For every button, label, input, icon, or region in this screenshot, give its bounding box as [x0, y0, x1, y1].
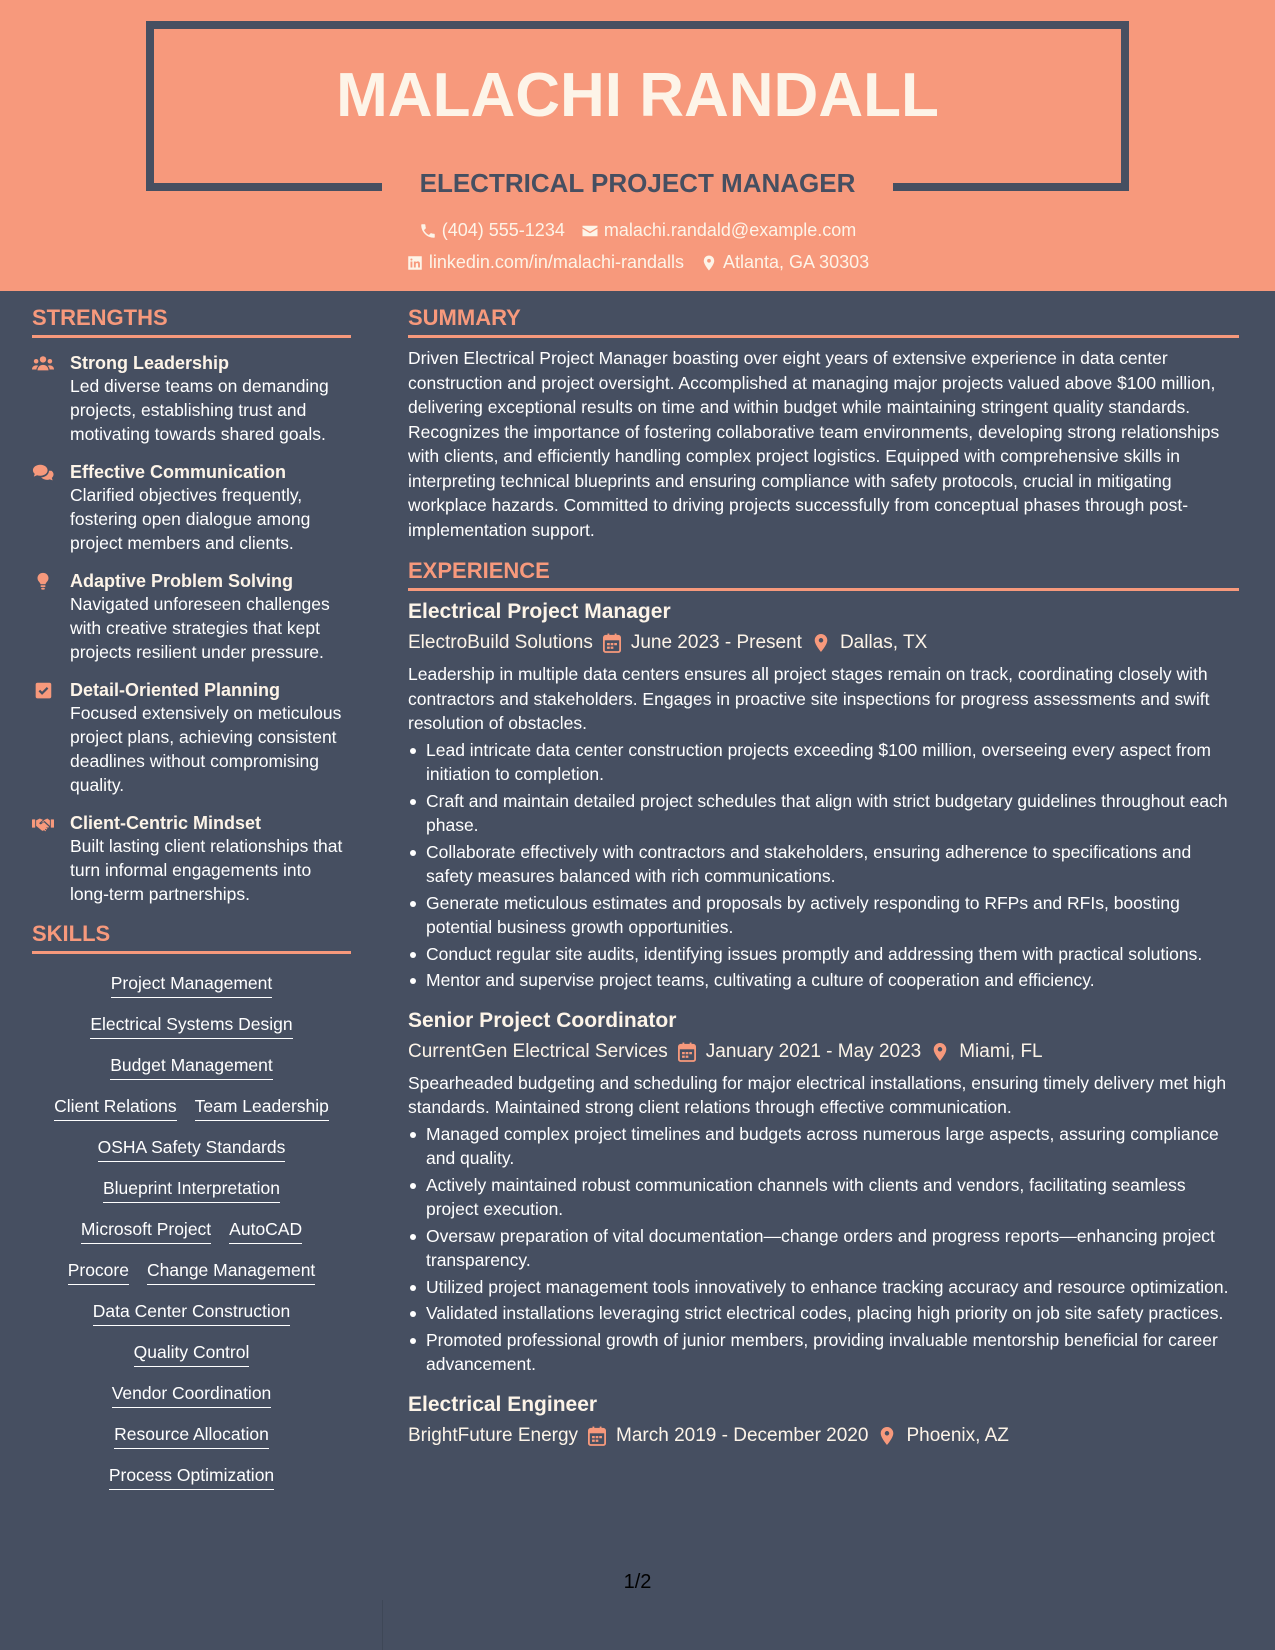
left-column — [32, 305, 351, 1490]
calendar-icon — [588, 1426, 606, 1446]
skill-tag: Quality Control — [134, 1341, 250, 1367]
strength-desc: Clarified objectives frequently, fostering open dialogue among project members and clients. — [70, 485, 311, 553]
job-bullets — [408, 1122, 1239, 1377]
skill-tag: Procore — [68, 1259, 129, 1285]
strength-title: Strong Leadership — [70, 353, 230, 373]
skill-tag: Electrical Systems Design — [90, 1013, 292, 1039]
job-description: Spearheaded budgeting and scheduling for major electrical installations, ensuring timely delivery met high standards. Maintained strong client relations through effective communication. — [408, 1072, 1227, 1117]
summary-text: Driven Electrical Project Manager boasting over eight years of extensive experience in data center construction and project oversight. Accomplished at managing major projects valued above $100 million, delivering exceptional results on time and within budget while maintaining stringent quality standards. Recognizes the importance of fostering collaborative team environments, developing strong relationships with clients, and efficiently handling complex project logistics. Equipped with comprehensive skills in interpreting technical blueprints and ensuring compliance with safety protocols, crucial in mitigating workplace hazards. Committed to driving projects successfully from conceptual phases through post-implementation support. — [408, 348, 1220, 540]
strength-desc: Built lasting client relationships that turn informal engagements into long-term partnerships. — [70, 836, 343, 904]
contact-phone — [419, 220, 565, 241]
skills-section — [32, 921, 351, 1490]
skill-tag: Project Management — [111, 972, 272, 998]
bullet-item: Managed complex project timelines and budgets across numerous large aspects, assuring compliance and quality. — [408, 1122, 1239, 1171]
skills-heading: SKILLS — [32, 921, 351, 954]
strength-item — [32, 570, 351, 664]
job-company: CurrentGen Electrical Services — [408, 1040, 668, 1062]
strength-item — [32, 352, 351, 446]
job-role: Electrical Project Manager — [408, 600, 671, 623]
skill-tag: Change Management — [147, 1259, 315, 1285]
summary-heading: SUMMARY — [408, 305, 1239, 338]
skill-tag: Resource Allocation — [114, 1423, 269, 1449]
job-meta — [408, 1039, 1239, 1065]
job-role: Electrical Engineer — [408, 1392, 598, 1416]
candidate-title: ELECTRICAL PROJECT MANAGER — [419, 168, 856, 198]
strength-desc: Led diverse teams on demanding projects, establishing trust and motivating towards shared goals. — [70, 376, 329, 444]
job-meta — [408, 1423, 1239, 1449]
phone-icon — [419, 222, 437, 240]
map-pin-icon — [812, 633, 830, 653]
skill-tag: Microsoft Project — [81, 1218, 211, 1244]
strength-desc: Navigated unforeseen challenges with creative strategies that kept projects resilient under pressure. — [70, 594, 330, 662]
bullet-item: Promoted professional growth of junior members, providing invaluable mentorship beneficial for career advancement. — [408, 1328, 1239, 1377]
bullet-item: Collaborate effectively with contractors and stakeholders, ensuring adherence to specifications and safety measures balanced with rich communications. — [408, 840, 1239, 889]
job-entry — [408, 1391, 1239, 1449]
bullet-item: Craft and maintain detailed project schedules that align with strict budgetary guidelines throughout each phase. — [408, 789, 1239, 838]
job-dates: June 2023 - Present — [630, 632, 802, 653]
skill-tag: Client Relations — [54, 1095, 177, 1121]
map-pin-icon — [931, 1042, 949, 1062]
job-dates: March 2019 - December 2020 — [616, 1424, 869, 1446]
email-link[interactable]: malachi.randald@example.com — [603, 220, 857, 240]
comments-icon — [32, 463, 54, 483]
contact-location — [700, 252, 869, 273]
strength-title: Effective Communication — [70, 462, 287, 482]
contact-email — [581, 220, 856, 241]
bullet-item: Actively maintained robust communication channels with clients and vendors, facilitating seamless project execution. — [408, 1173, 1239, 1222]
skill-tag: OSHA Safety Standards — [98, 1136, 286, 1162]
linkedin-icon — [406, 254, 424, 272]
checkbox-icon — [32, 681, 54, 701]
strength-title: Client-Centric Mindset — [70, 813, 262, 833]
location-text: Atlanta, GA 30303 — [723, 252, 870, 272]
bullet-item: Utilized project management tools innovatively to enhance tracking accuracy and resource optimization. — [408, 1275, 1239, 1300]
calendar-icon — [678, 1042, 696, 1062]
job-bullets — [408, 738, 1239, 993]
page-number: 1/2 — [623, 1571, 652, 1593]
users-icon — [32, 354, 54, 374]
column-divider — [382, 1600, 383, 1650]
map-pin-icon — [878, 1426, 896, 1446]
job-description: Leadership in multiple data centers ensures all project stages remain on track, coordinating closely with contractors and stakeholders. Engages in proactive site inspections for progress assessments and swift resolution of obstacles. — [408, 664, 1210, 733]
job-location: Miami, FL — [959, 1040, 1043, 1062]
bullet-item: Generate meticulous estimates and proposals by actively responding to RFPs and RFIs, boosting potential business growth opportunities. — [408, 891, 1239, 940]
job-dates: January 2021 - May 2023 — [705, 1040, 922, 1062]
phone-text[interactable]: (404) 555-1234 — [441, 220, 565, 240]
skill-tag: Budget Management — [110, 1054, 272, 1080]
strength-item — [32, 461, 351, 555]
skill-tag: Blueprint Interpretation — [103, 1177, 280, 1203]
experience-heading: EXPERIENCE — [408, 558, 1239, 591]
resume-header — [0, 0, 1275, 291]
right-column — [408, 305, 1239, 1449]
linkedin-link[interactable]: linkedin.com/in/malachi-randalls — [428, 252, 684, 272]
skills-list — [32, 972, 351, 1490]
job-meta — [408, 630, 1239, 656]
job-entry — [408, 1007, 1239, 1377]
strength-desc: Focused extensively on meticulous project plans, achieving consistent deadlines without compromising quality. — [70, 703, 342, 795]
contact-linkedin — [406, 252, 684, 273]
lightbulb-icon — [32, 572, 54, 592]
contact-row-1 — [0, 220, 1275, 241]
skill-tag: Team Leadership — [195, 1095, 329, 1121]
map-pin-icon — [700, 254, 718, 272]
strength-title: Detail-Oriented Planning — [70, 680, 281, 700]
skill-tag: Vendor Coordination — [112, 1382, 272, 1408]
handshake-icon — [32, 814, 54, 834]
skill-tag: Data Center Construction — [93, 1300, 290, 1326]
bullet-item: Mentor and supervise project teams, cultivating a culture of cooperation and efficiency. — [408, 968, 1239, 993]
strengths-heading: STRENGTHS — [32, 305, 351, 338]
envelope-icon — [581, 222, 599, 240]
job-company: BrightFuture Energy — [408, 1424, 579, 1446]
job-company: ElectroBuild Solutions — [408, 632, 593, 653]
job-location: Phoenix, AZ — [906, 1424, 1009, 1446]
contact-row-2 — [0, 252, 1275, 273]
skill-tag: AutoCAD — [229, 1218, 302, 1244]
strength-title: Adaptive Problem Solving — [70, 571, 294, 591]
strengths-list — [32, 352, 351, 906]
bullet-item: Lead intricate data center construction projects exceeding $100 million, overseeing every aspect from initiation to completion. — [408, 738, 1239, 787]
strength-item — [32, 812, 351, 906]
job-role: Senior Project Coordinator — [408, 1008, 677, 1032]
strength-item — [32, 679, 351, 797]
bullet-item: Oversaw preparation of vital documentation—change orders and progress reports—enhancing project transparency. — [408, 1224, 1239, 1273]
calendar-icon — [603, 633, 621, 653]
bullet-item: Conduct regular site audits, identifying issues promptly and addressing them with practical solutions. — [408, 942, 1239, 967]
candidate-name: MALACHI RANDALL — [336, 61, 939, 130]
skill-tag: Process Optimization — [109, 1464, 274, 1490]
bullet-item: Validated installations leveraging strict electrical codes, placing high priority on job site safety practices. — [408, 1301, 1239, 1326]
job-location: Dallas, TX — [839, 632, 928, 653]
job-entry — [408, 598, 1239, 993]
